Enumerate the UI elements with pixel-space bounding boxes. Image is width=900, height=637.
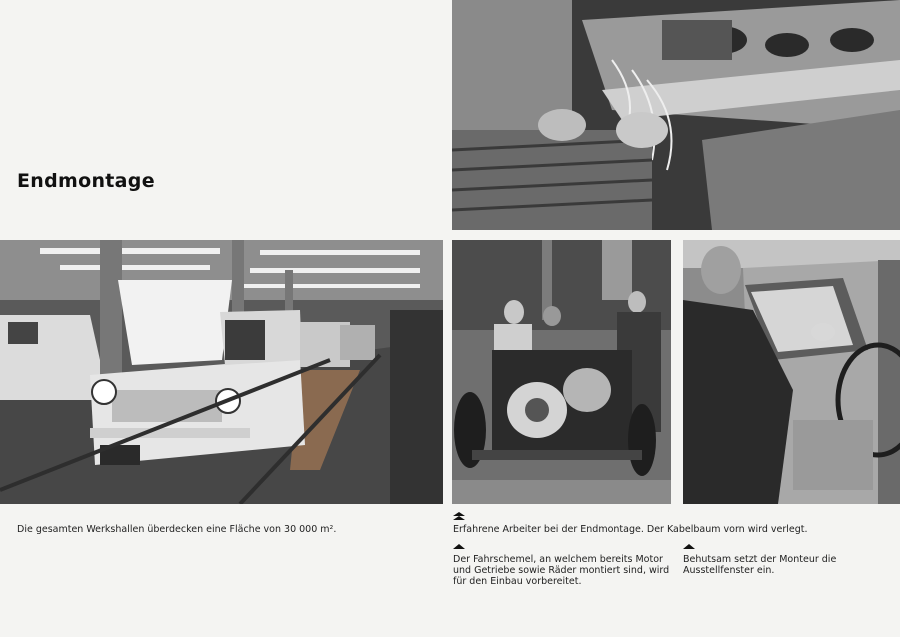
photo-chassis-subframe bbox=[452, 240, 671, 504]
caption-subframe-line2: und Getriebe sowie Räder montiert sind, wird bbox=[453, 565, 670, 576]
caption-subframe bbox=[453, 554, 669, 587]
caption-window-line1: Behutsam setzt der Monteur die bbox=[683, 554, 837, 565]
caption-window bbox=[683, 554, 836, 576]
double-up-arrow-icon bbox=[453, 512, 465, 520]
photo-dashboard-wiring bbox=[452, 0, 900, 230]
caption-subframe-line1: Der Fahrschemel, an welchem bereits Motor bbox=[453, 554, 663, 565]
page-title: Endmontage bbox=[17, 170, 155, 192]
up-arrow-icon bbox=[453, 543, 465, 551]
photo-window-fitting bbox=[683, 240, 900, 504]
caption-hall: Die gesamten Werkshallen überdecken eine Fläche von 30 000 m². bbox=[17, 524, 337, 535]
photo-assembly-hall bbox=[0, 240, 443, 504]
caption-subframe-line3: für den Einbau vorbereitet. bbox=[453, 576, 582, 587]
caption-window-line2: Ausstellfenster ein. bbox=[683, 565, 775, 576]
caption-workers: Erfahrene Arbeiter bei der Endmontage. Der Kabelbaum vorn wird verlegt. bbox=[453, 524, 808, 535]
up-arrow-icon bbox=[683, 543, 695, 551]
